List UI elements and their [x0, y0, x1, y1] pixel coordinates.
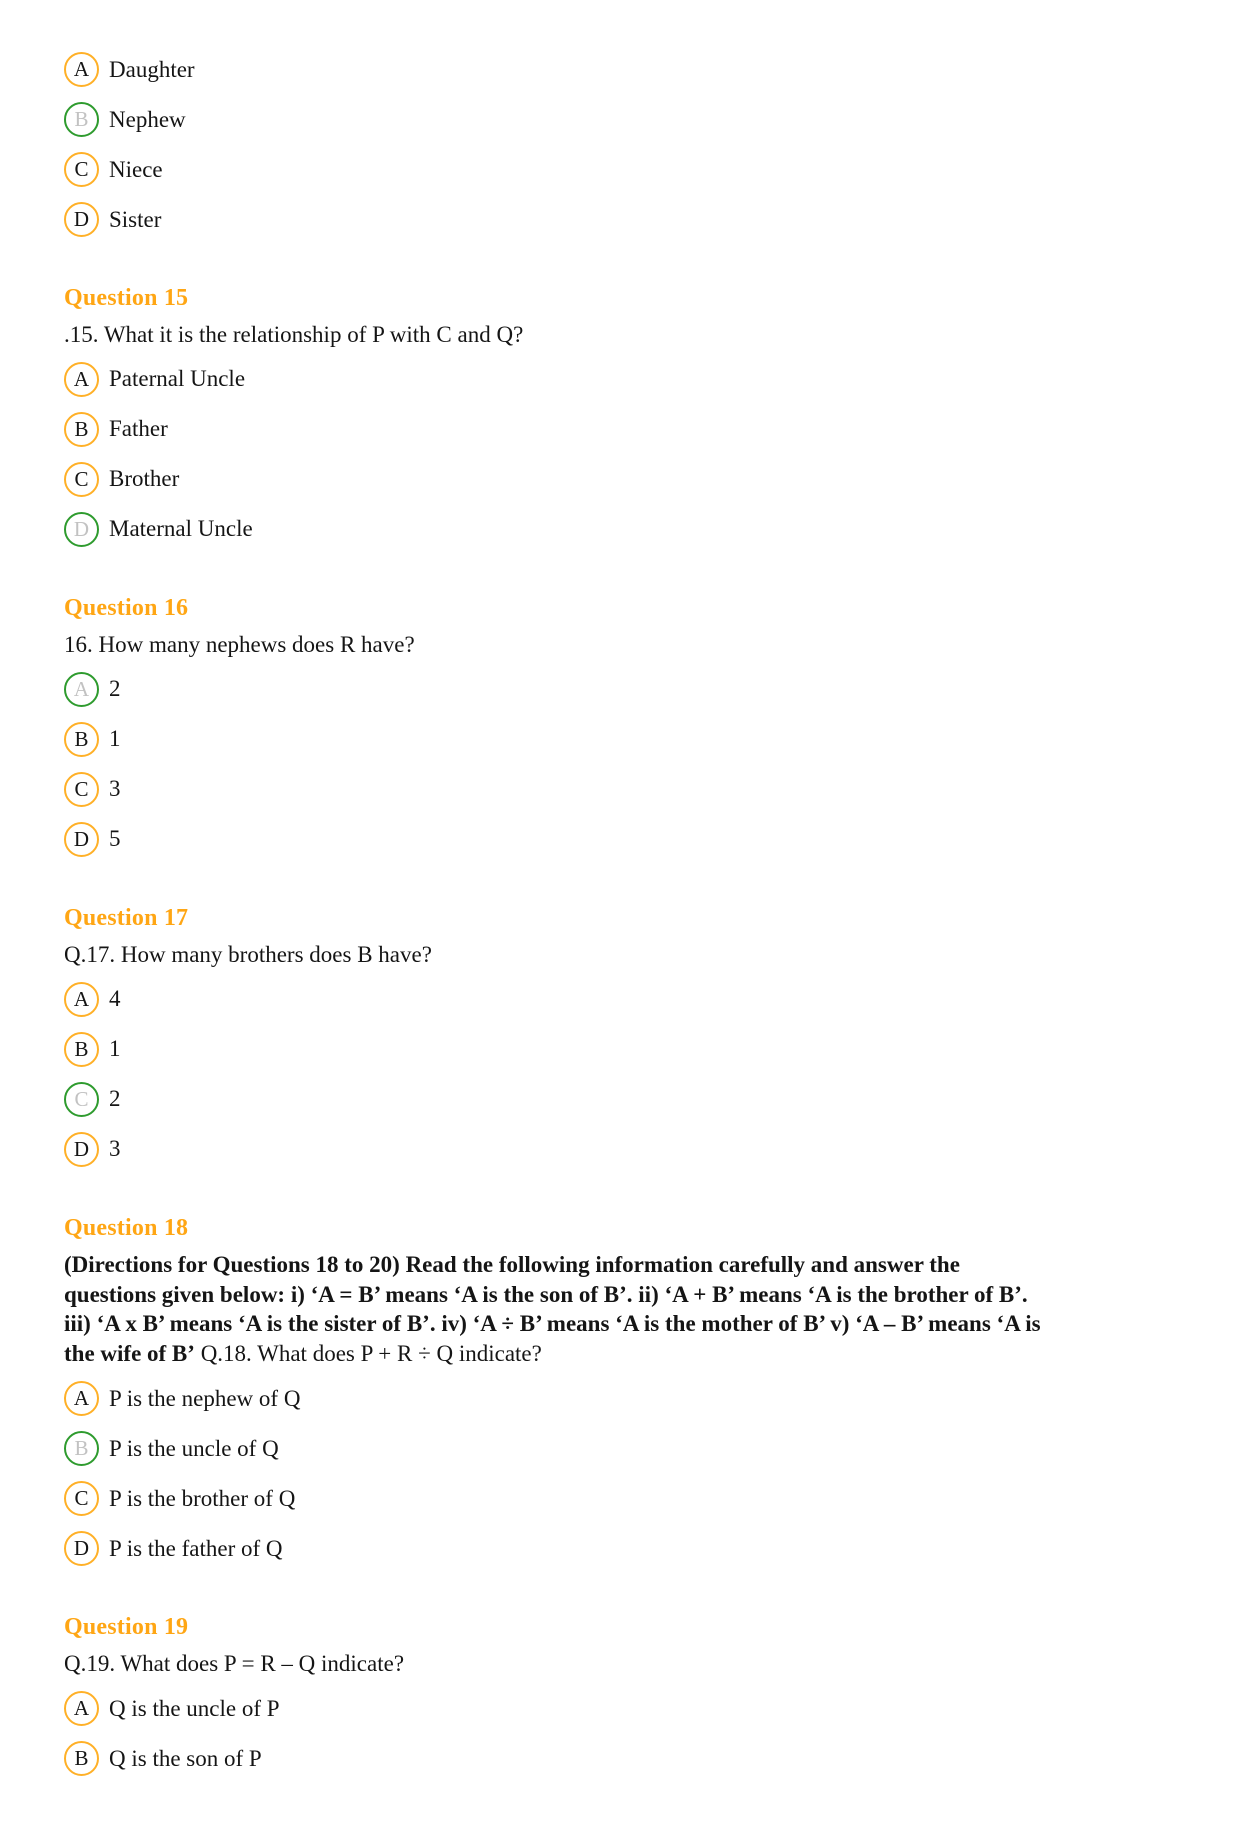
option-label: Maternal Uncle — [109, 516, 253, 542]
option-label: P is the father of Q — [109, 1535, 283, 1561]
option-radio[interactable]: D — [64, 202, 99, 237]
question-heading: Question 16 — [64, 594, 189, 621]
option-radio[interactable]: B — [64, 722, 99, 757]
question-block — [64, 50, 1140, 239]
option-label: Nephew — [109, 106, 186, 132]
option-radio[interactable]: C — [64, 152, 99, 187]
option-label: Q is the uncle of P — [109, 1695, 280, 1721]
question-heading: Question 19 — [64, 1614, 189, 1641]
answer-option[interactable] — [64, 1429, 279, 1468]
question-text — [64, 630, 1054, 660]
option-label: P is the nephew of Q — [109, 1385, 301, 1411]
question-heading: Question 17 — [64, 904, 189, 931]
option-label: 2 — [109, 1086, 121, 1112]
option-radio[interactable]: A — [64, 1381, 99, 1416]
option-radio[interactable]: C — [64, 772, 99, 807]
question-block — [64, 905, 1140, 1169]
answer-option[interactable] — [64, 820, 121, 859]
answer-option[interactable] — [64, 1479, 295, 1518]
question-heading: Question 18 — [64, 1214, 189, 1241]
option-label: 2 — [109, 676, 121, 702]
option-label: Paternal Uncle — [109, 366, 246, 392]
option-label: P is the brother of Q — [109, 1485, 296, 1511]
option-label: Brother — [109, 466, 180, 492]
option-radio[interactable]: A — [64, 672, 99, 707]
option-label: 5 — [109, 826, 121, 852]
option-radio[interactable]: B — [64, 1431, 99, 1466]
answer-option[interactable] — [64, 1130, 121, 1169]
option-radio[interactable]: B — [64, 412, 99, 447]
option-label: 3 — [109, 1136, 121, 1162]
answer-option[interactable] — [64, 1030, 121, 1069]
option-label: Father — [109, 416, 168, 442]
question-line: .15. What it is the relationship of P with C and Q? — [64, 322, 524, 347]
option-label: Sister — [109, 206, 162, 232]
answer-option[interactable] — [64, 1080, 121, 1119]
option-radio[interactable]: D — [64, 1531, 99, 1566]
answer-option[interactable] — [64, 50, 195, 89]
question-line: Q.18. What does P + R ÷ Q indicate? — [194, 1341, 542, 1367]
answer-option[interactable] — [64, 1739, 262, 1778]
option-radio[interactable]: D — [64, 822, 99, 857]
answer-option[interactable] — [64, 1689, 280, 1728]
option-radio[interactable]: D — [64, 1132, 99, 1167]
question-text — [64, 1649, 1054, 1679]
option-label: P is the uncle of Q — [109, 1435, 279, 1461]
option-label: Niece — [109, 156, 163, 182]
option-radio[interactable]: A — [64, 982, 99, 1017]
option-label: Q is the son of P — [109, 1745, 262, 1771]
option-label: 4 — [109, 986, 121, 1012]
answer-option[interactable] — [64, 200, 161, 239]
answer-option[interactable] — [64, 1379, 300, 1418]
question-heading: Question 15 — [64, 285, 189, 311]
question-block — [64, 285, 1140, 549]
answer-option[interactable] — [64, 720, 121, 759]
answer-option[interactable] — [64, 100, 186, 139]
option-radio[interactable]: A — [64, 52, 99, 87]
option-label: Daughter — [109, 56, 195, 82]
question-text — [64, 940, 1054, 970]
option-radio[interactable]: C — [64, 1082, 99, 1117]
option-label: 3 — [109, 776, 121, 802]
option-radio[interactable]: D — [64, 512, 99, 547]
question-text — [64, 1250, 1054, 1370]
option-radio[interactable]: B — [64, 1032, 99, 1067]
quiz-content — [64, 50, 1140, 1778]
answer-option[interactable] — [64, 510, 253, 549]
option-radio[interactable]: A — [64, 1691, 99, 1726]
option-radio[interactable]: B — [64, 1741, 99, 1776]
option-radio[interactable]: A — [64, 362, 99, 397]
option-radio[interactable]: C — [64, 1481, 99, 1516]
question-block — [64, 1215, 1140, 1569]
option-radio[interactable]: C — [64, 462, 99, 497]
question-text — [64, 320, 1054, 350]
answer-option[interactable] — [64, 360, 245, 399]
answer-option[interactable] — [64, 670, 121, 709]
question-line: Q.19. What does P = R – Q indicate? — [64, 1651, 405, 1677]
question-directions: (Directions for Questions 18 to 20) Read the following information carefully and answer the questions given below: i) ‘A = B’ means ‘A is the son of B’. ii) ‘A + B’ means ‘A is the brother of B’. iii) ‘A x B’ means ‘A is the sister of B’. iv) ‘A ÷ B’ means ‘A is the mother of B’ v) ‘A – B’ means ‘A is the wife of B’ — [64, 1251, 1041, 1367]
answer-option[interactable] — [64, 770, 121, 809]
question-line: 16. How many nephews does R have? — [64, 631, 415, 657]
answer-option[interactable] — [64, 150, 163, 189]
question-block — [64, 595, 1140, 859]
option-label: 1 — [109, 1036, 121, 1062]
answer-option[interactable] — [64, 410, 168, 449]
answer-option[interactable] — [64, 460, 179, 499]
option-radio[interactable]: B — [64, 102, 99, 137]
question-line: Q.17. How many brothers does B have? — [64, 941, 432, 967]
answer-option[interactable] — [64, 980, 121, 1019]
option-label: 1 — [109, 726, 121, 752]
answer-option[interactable] — [64, 1529, 283, 1568]
